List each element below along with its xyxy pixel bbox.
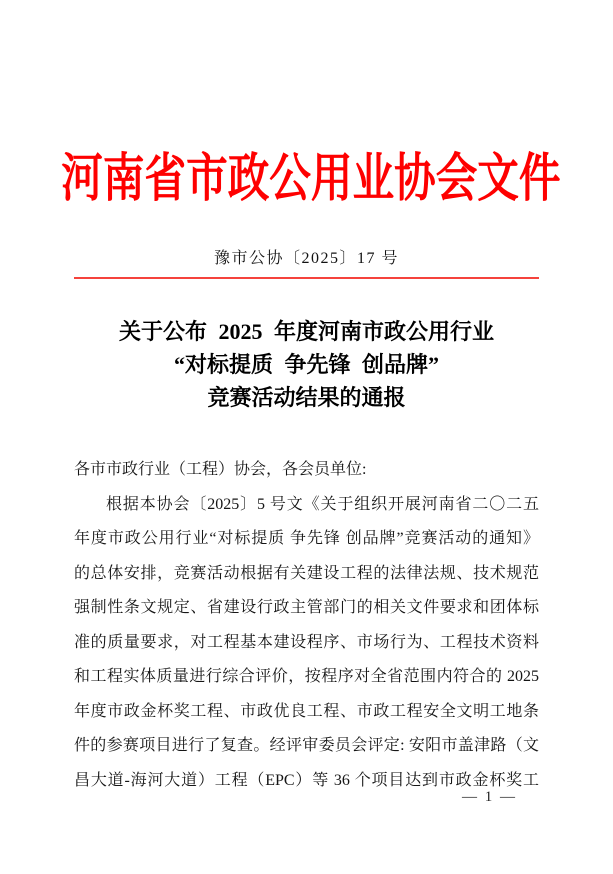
body-block (74, 453, 539, 798)
body-line: 件的参赛项目进行了复查。经评审委员会评定: 安阳市盖津路（文 (74, 737, 539, 754)
doc-title-line3: 竞赛活动结果的通报 (207, 385, 406, 410)
doc-title-line1: 关于公布 2025 年度河南市政公用行业 (118, 319, 494, 344)
body-line: 和工程实体质量进行综合评价，按程序对全省范围内符合的 2025 (74, 668, 539, 685)
body-line: 强制性条文规定、省建设行政主管部门的相关文件要求和团体标 (74, 599, 539, 616)
body-line: 的总体安排，竞赛活动根据有关建设工程的法律法规、技术规范 (74, 564, 539, 582)
body-line: 年度市政金杯奖工程、市政优良工程、市政工程安全文明工地条 (74, 702, 539, 720)
body-paragraph (74, 488, 539, 799)
body-line: 根据本协会〔2025〕5 号文《关于组织开展河南省二〇二五 (106, 495, 539, 513)
red-divider (74, 277, 539, 279)
body-line: 准的质量要求，对工程基本建设程序、市场行为、工程技术资料 (74, 633, 539, 651)
body-line: 年度市政公用行业“对标提质 争先锋 创品牌”竞赛活动的通知》 (74, 530, 539, 547)
page-number: — 1 — (462, 789, 517, 805)
body-line: 昌大道-海河大道）工程（EPC）等 36 个项目达到市政金杯奖工 (74, 771, 539, 789)
salutation: 各市市政行业（工程）协会，各会员单位: (74, 461, 367, 478)
doc-number: 豫市公协〔2025〕17 号 (213, 250, 399, 267)
doc-title (0, 315, 613, 414)
doc-title-line2: “对标提质 争先锋 创品牌” (173, 352, 439, 377)
org-title: 河南省市政公用业协会文件 (61, 151, 561, 208)
